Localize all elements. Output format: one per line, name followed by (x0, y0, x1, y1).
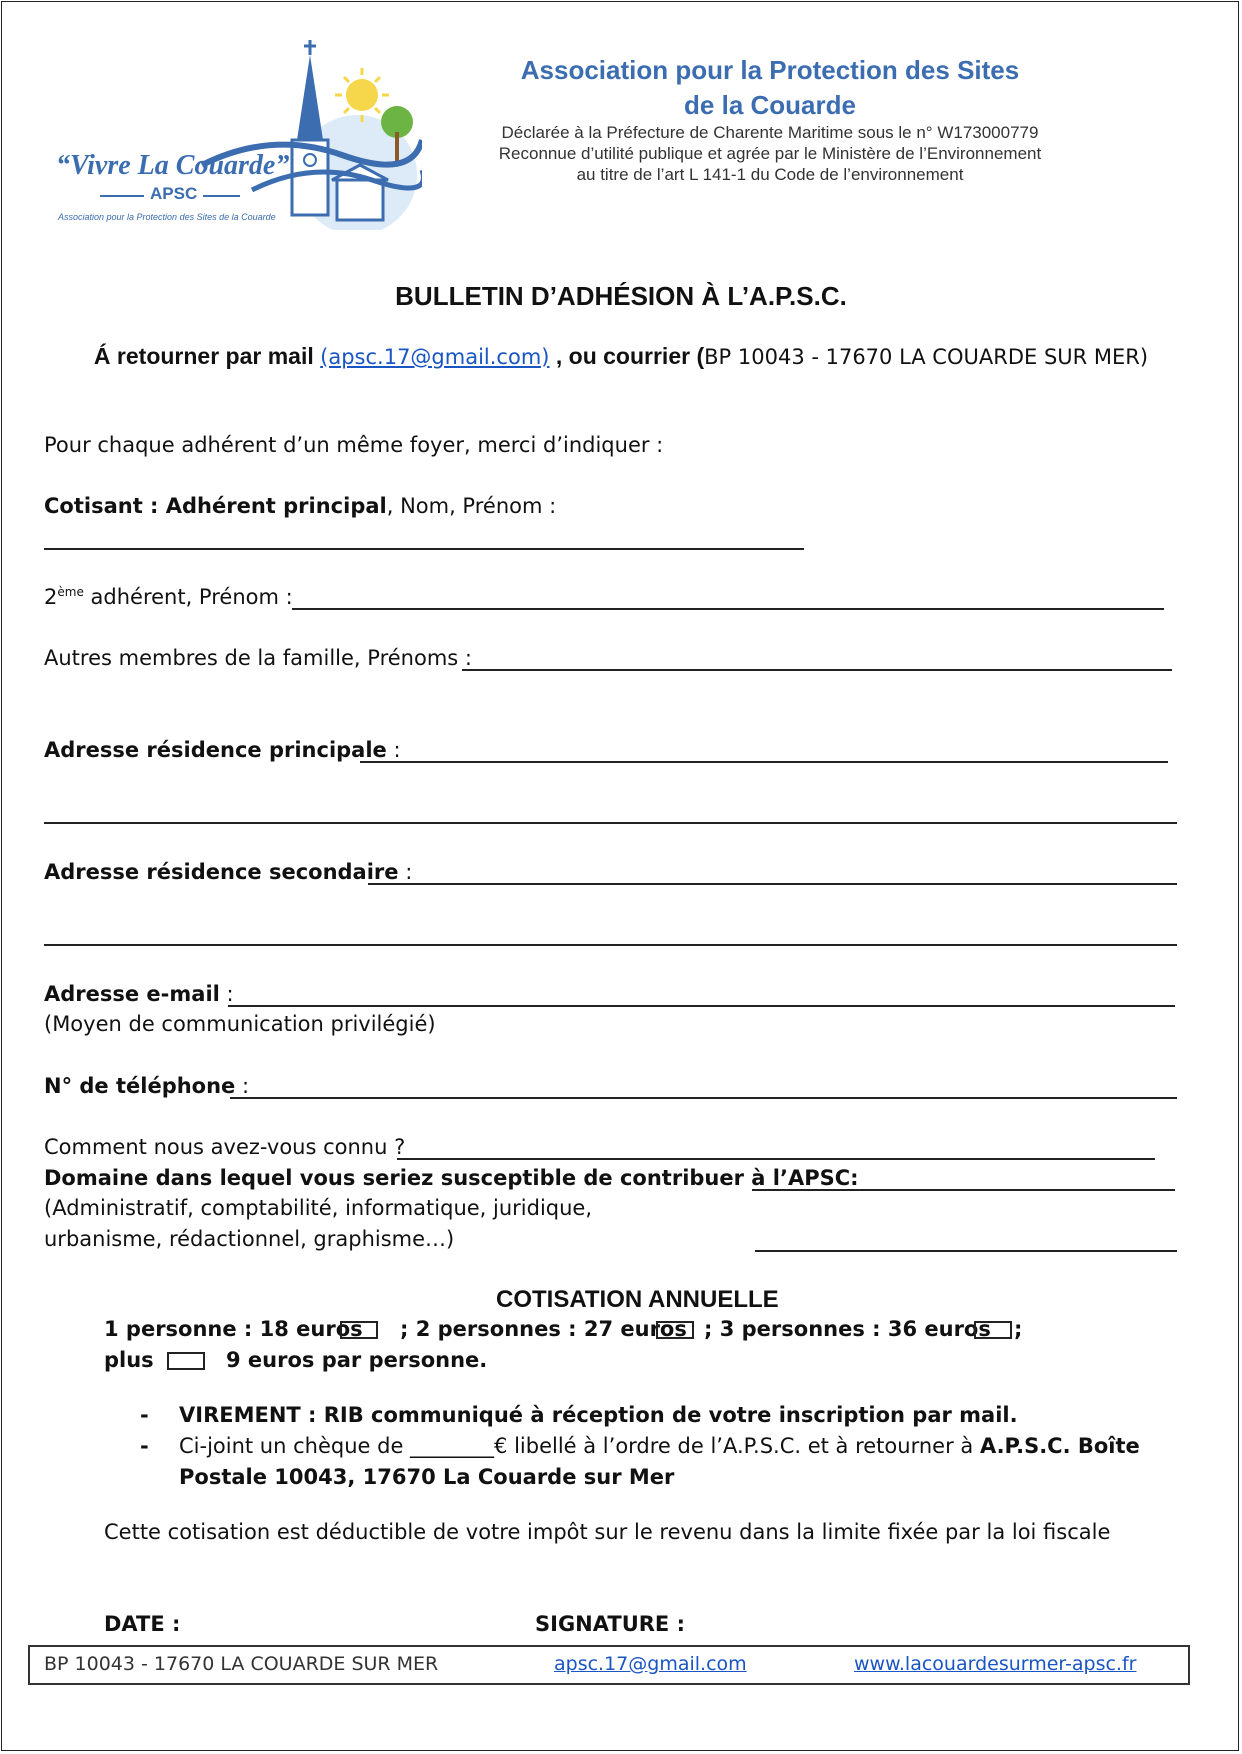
secondary-address-label (44, 860, 412, 884)
email-label (44, 982, 234, 1006)
email-colon: : (219, 982, 234, 1006)
return-middle: , ou courrier ( (555, 343, 705, 369)
cotisation-option-1: 1 personne : 18 euros (104, 1317, 363, 1341)
principal-label-bold: Cotisant : Adhérent principal (44, 494, 387, 518)
header-block (450, 52, 1090, 185)
logo-illustration (52, 40, 422, 230)
how-label: Comment nous avez-vous connu ? (44, 1135, 406, 1159)
email-field[interactable] (228, 1005, 1175, 1007)
logo-slogan: “Vivre La Couarde” (56, 150, 290, 181)
return-instructions (0, 343, 1242, 370)
cotisation-option-3: ; 3 personnes : 36 euros (704, 1317, 991, 1341)
secondary-address-colon: : (398, 860, 413, 884)
domain-note-2: urbanisme, rédactionnel, graphisme…) (44, 1227, 455, 1251)
second-rest: adhérent, Prénom : (83, 585, 293, 609)
return-address: BP 10043 - 17670 LA COUARDE SUR MER) (704, 345, 1149, 369)
main-address-bold: Adresse résidence principale (44, 738, 387, 762)
checkbox-extra-person[interactable] (167, 1352, 205, 1370)
second-sup: ème (57, 585, 84, 599)
footer-website-link[interactable]: www.lacouardesurmer-apsc.fr (854, 1653, 1137, 1675)
payment-cheque-bold: A.P.S.C. Boîte (979, 1434, 1140, 1458)
principal-name-field[interactable] (44, 548, 804, 550)
other-members-label: Autres membres de la famille, Prénoms : (44, 646, 472, 670)
domain-note-1: (Administratif, comptabilité, informatique, juridique, (44, 1196, 593, 1220)
main-address-field-2[interactable] (44, 822, 1177, 824)
main-address-colon: : (386, 738, 401, 762)
domain-label: Domaine dans lequel vous seriez susceptible de contribuer à l’APSC: (44, 1166, 859, 1190)
header-sub-3: au titre de l’art L 141-1 du Code de l’environnement (576, 165, 964, 184)
payment-cheque-text: Ci-joint un chèque de ________€ libellé à l’ordre de l’A.P.S.C. et à retourner à (179, 1434, 980, 1458)
email-note: (Moyen de communication privilégié) (44, 1012, 436, 1036)
cotisation-end: ; (1014, 1317, 1023, 1341)
intro-text: Pour chaque adhérent d’un même foyer, merci d’indiquer : (44, 433, 664, 457)
signature-label: SIGNATURE : (535, 1612, 685, 1636)
secondary-address-field-2[interactable] (44, 944, 1177, 946)
footer-box (28, 1645, 1190, 1685)
how-field[interactable] (397, 1158, 1155, 1160)
cotisation-option-2: ; 2 personnes : 27 euros (400, 1317, 687, 1341)
phone-field[interactable] (230, 1097, 1177, 1099)
payment-dash-2: - (140, 1434, 149, 1458)
payment-virement: VIREMENT : RIB communiqué à réception de votre inscription par mail. (179, 1403, 1018, 1427)
main-address-field-1[interactable] (360, 761, 1168, 763)
payment-cheque (179, 1434, 1140, 1458)
payment-cheque-address: Postale 10043, 17670 La Couarde sur Mer (179, 1465, 675, 1489)
logo-acronym: APSC (144, 184, 203, 204)
tax-note: Cette cotisation est déductible de votre impôt sur le revenu dans la limite fixée par la loi fiscale (104, 1520, 1111, 1544)
principal-label (44, 494, 556, 518)
footer-address: BP 10043 - 17670 LA COUARDE SUR MER (44, 1653, 439, 1675)
page-title: BULLETIN D’ADHÉSION À L’A.P.S.C. (395, 281, 847, 311)
checkbox-1-person[interactable] (340, 1321, 378, 1339)
phone-bold: N° de téléphone (44, 1074, 236, 1098)
phone-label (44, 1074, 249, 1098)
domain-field-2[interactable] (755, 1250, 1177, 1252)
second-member-field[interactable] (292, 608, 1164, 610)
secondary-address-bold: Adresse résidence secondaire (44, 860, 399, 884)
header-line-1: Association pour la Protection des Sites (520, 55, 1020, 85)
email-bold: Adresse e-mail (44, 982, 220, 1006)
second-num: 2 (44, 585, 58, 609)
cotisation-heading: COTISATION ANNUELLE (496, 1286, 779, 1313)
main-address-label (44, 738, 401, 762)
header-sub-1: Déclarée à la Préfecture de Charente Maritime sous le n° W173000779 (501, 123, 1039, 142)
payment-dash-1: - (140, 1403, 149, 1427)
header-line-2: de la Couarde (684, 90, 856, 120)
domain-field-1[interactable] (752, 1189, 1175, 1191)
header-sub-2: Reconnue d’utilité publique et agrée par le Ministère de l’Environnement (498, 144, 1042, 163)
logo (52, 40, 422, 230)
cotisation-plus-rest: 9 euros par personne. (226, 1348, 488, 1372)
phone-colon: : (235, 1074, 250, 1098)
cotisation-plus: plus (104, 1348, 154, 1372)
second-member-label (44, 585, 293, 609)
return-email-link[interactable]: (apsc.17@gmail.com) (320, 345, 550, 369)
checkbox-2-persons[interactable] (656, 1321, 694, 1339)
return-prefix: Á retourner par mail (93, 343, 314, 369)
date-label: DATE : (104, 1612, 181, 1636)
principal-label-rest: , Nom, Prénom : (386, 494, 557, 518)
other-members-field[interactable] (462, 669, 1172, 671)
secondary-address-field-1[interactable] (368, 883, 1177, 885)
logo-caption: Association pour la Protection des Sites de la Couarde (58, 212, 276, 222)
checkbox-3-persons[interactable] (974, 1321, 1012, 1339)
footer-email-link[interactable]: apsc.17@gmail.com (554, 1653, 747, 1675)
